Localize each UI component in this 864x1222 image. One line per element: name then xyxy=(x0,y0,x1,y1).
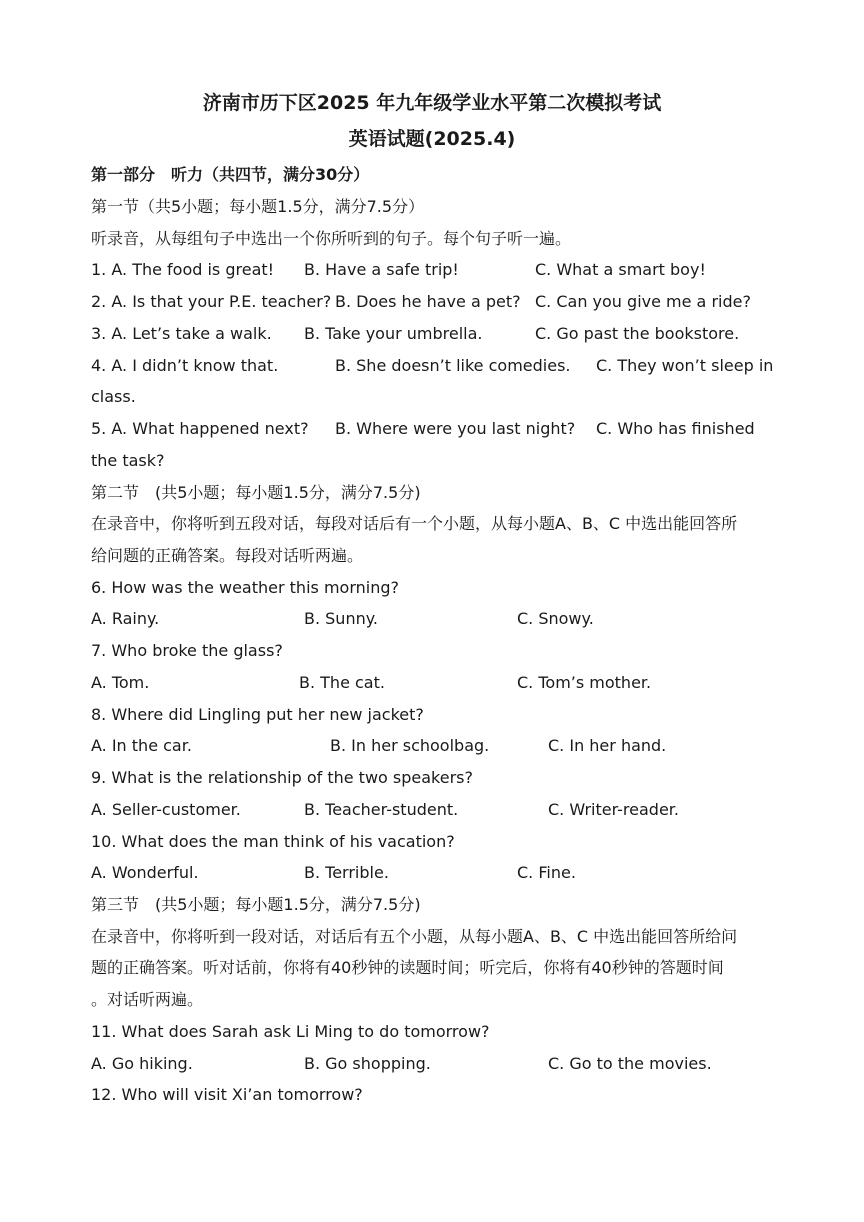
option-c: C. Can you give me a ride? xyxy=(535,292,751,311)
option-a: 1. A. The food is great! xyxy=(91,260,275,279)
option-c: C. What a smart boy! xyxy=(535,260,706,279)
option-a: A. Go hiking. xyxy=(91,1054,193,1073)
options-9 xyxy=(91,800,791,820)
option-b: B. Sunny. xyxy=(304,609,378,628)
option-b: B. Go shopping. xyxy=(304,1054,431,1073)
question-10: 10. What does the man think of his vacation? xyxy=(91,832,455,851)
options-11 xyxy=(91,1054,791,1074)
option-c: C. Writer-reader. xyxy=(548,800,679,819)
option-b: B. Does he have a pet? xyxy=(335,292,521,311)
question-row-4 xyxy=(91,356,791,376)
option-a: 2. A. Is that your P.E. teacher? xyxy=(91,292,332,311)
question-8: 8. Where did Lingling put her new jacket? xyxy=(91,705,424,724)
option-a: 3. A. Let’s take a walk. xyxy=(91,324,272,343)
question-row-1 xyxy=(91,260,791,280)
option-a: A. Seller-customer. xyxy=(91,800,241,819)
option-c: C. In her hand. xyxy=(548,736,667,755)
option-a: 4. A. I didn’t know that. xyxy=(91,356,279,375)
question-5-continuation: the task? xyxy=(91,451,165,470)
section2-instruction-cont: 给问题的正确答案。每段对话听两遍。 xyxy=(91,546,364,565)
option-c: C. Go to the movies. xyxy=(548,1054,712,1073)
option-b: B. Take your umbrella. xyxy=(304,324,483,343)
section2-heading: 第二节 (共5小题；每小题1.5分，满分7.5分) xyxy=(91,483,421,502)
section3-heading: 第三节 (共5小题；每小题1.5分，满分7.5分) xyxy=(91,895,421,914)
option-b: B. Teacher-student. xyxy=(304,800,459,819)
option-b: B. She doesn’t like comedies. xyxy=(335,356,571,375)
options-8 xyxy=(91,736,791,756)
section1-instruction: 听录音，从每组句子中选出一个你所听到的句子。每个句子听一遍。 xyxy=(91,229,572,248)
part1-heading: 第一部分 听力（共四节，满分30分） xyxy=(91,165,370,184)
question-row-3 xyxy=(91,324,791,344)
question-11: 11. What does Sarah ask Li Ming to do tomorrow? xyxy=(91,1022,490,1041)
option-a: A. In the car. xyxy=(91,736,192,755)
exam-title: 济南市历下区2025 年九年级学业水平第二次模拟考试 xyxy=(202,92,662,114)
option-c: C. Go past the bookstore. xyxy=(535,324,740,343)
option-c: C. Snowy. xyxy=(517,609,594,628)
section2-instruction: 在录音中，你将听到五段对话，每段对话后有一个小题，从每小题A、B、C 中选出能回答所 xyxy=(91,514,738,533)
option-b: B. Have a safe trip! xyxy=(304,260,459,279)
question-4-continuation: class. xyxy=(91,387,136,406)
section1-heading: 第一节（共5小题；每小题1.5分，满分7.5分） xyxy=(91,197,425,216)
option-b: B. Where were you last night? xyxy=(335,419,576,438)
section3-instruction-cont: 题的正确答案。听对话前，你将有40秒钟的读题时间；听完后，你将有40秒钟的答题时间 xyxy=(91,958,724,977)
option-c: C. They won’t sleep in xyxy=(596,356,774,375)
option-b: B. Terrible. xyxy=(304,863,389,882)
option-b: B. In her schoolbag. xyxy=(330,736,490,755)
question-9: 9. What is the relationship of the two speakers? xyxy=(91,768,473,787)
option-a: A. Wonderful. xyxy=(91,863,199,882)
option-b: B. The cat. xyxy=(299,673,385,692)
option-a: 5. A. What happened next? xyxy=(91,419,309,438)
question-row-2 xyxy=(91,292,791,312)
option-c: C. Who has finished xyxy=(596,419,755,438)
section3-instruction: 在录音中，你将听到一段对话，对话后有五个小题，从每小题A、B、C 中选出能回答所给问 xyxy=(91,927,738,946)
options-7 xyxy=(91,673,791,693)
options-6 xyxy=(91,609,791,629)
question-12: 12. Who will visit Xi’an tomorrow? xyxy=(91,1085,363,1104)
question-6: 6. How was the weather this morning? xyxy=(91,578,399,597)
options-10 xyxy=(91,863,791,883)
option-a: A. Rainy. xyxy=(91,609,160,628)
option-a: A. Tom. xyxy=(91,673,150,692)
question-7: 7. Who broke the glass? xyxy=(91,641,283,660)
exam-subtitle: 英语试题(2025.4) xyxy=(348,128,516,150)
question-row-5 xyxy=(91,419,791,439)
option-c: C. Fine. xyxy=(517,863,576,882)
section3-instruction-cont2: 。对话听两遍。 xyxy=(91,990,204,1009)
option-c: C. Tom’s mother. xyxy=(517,673,652,692)
